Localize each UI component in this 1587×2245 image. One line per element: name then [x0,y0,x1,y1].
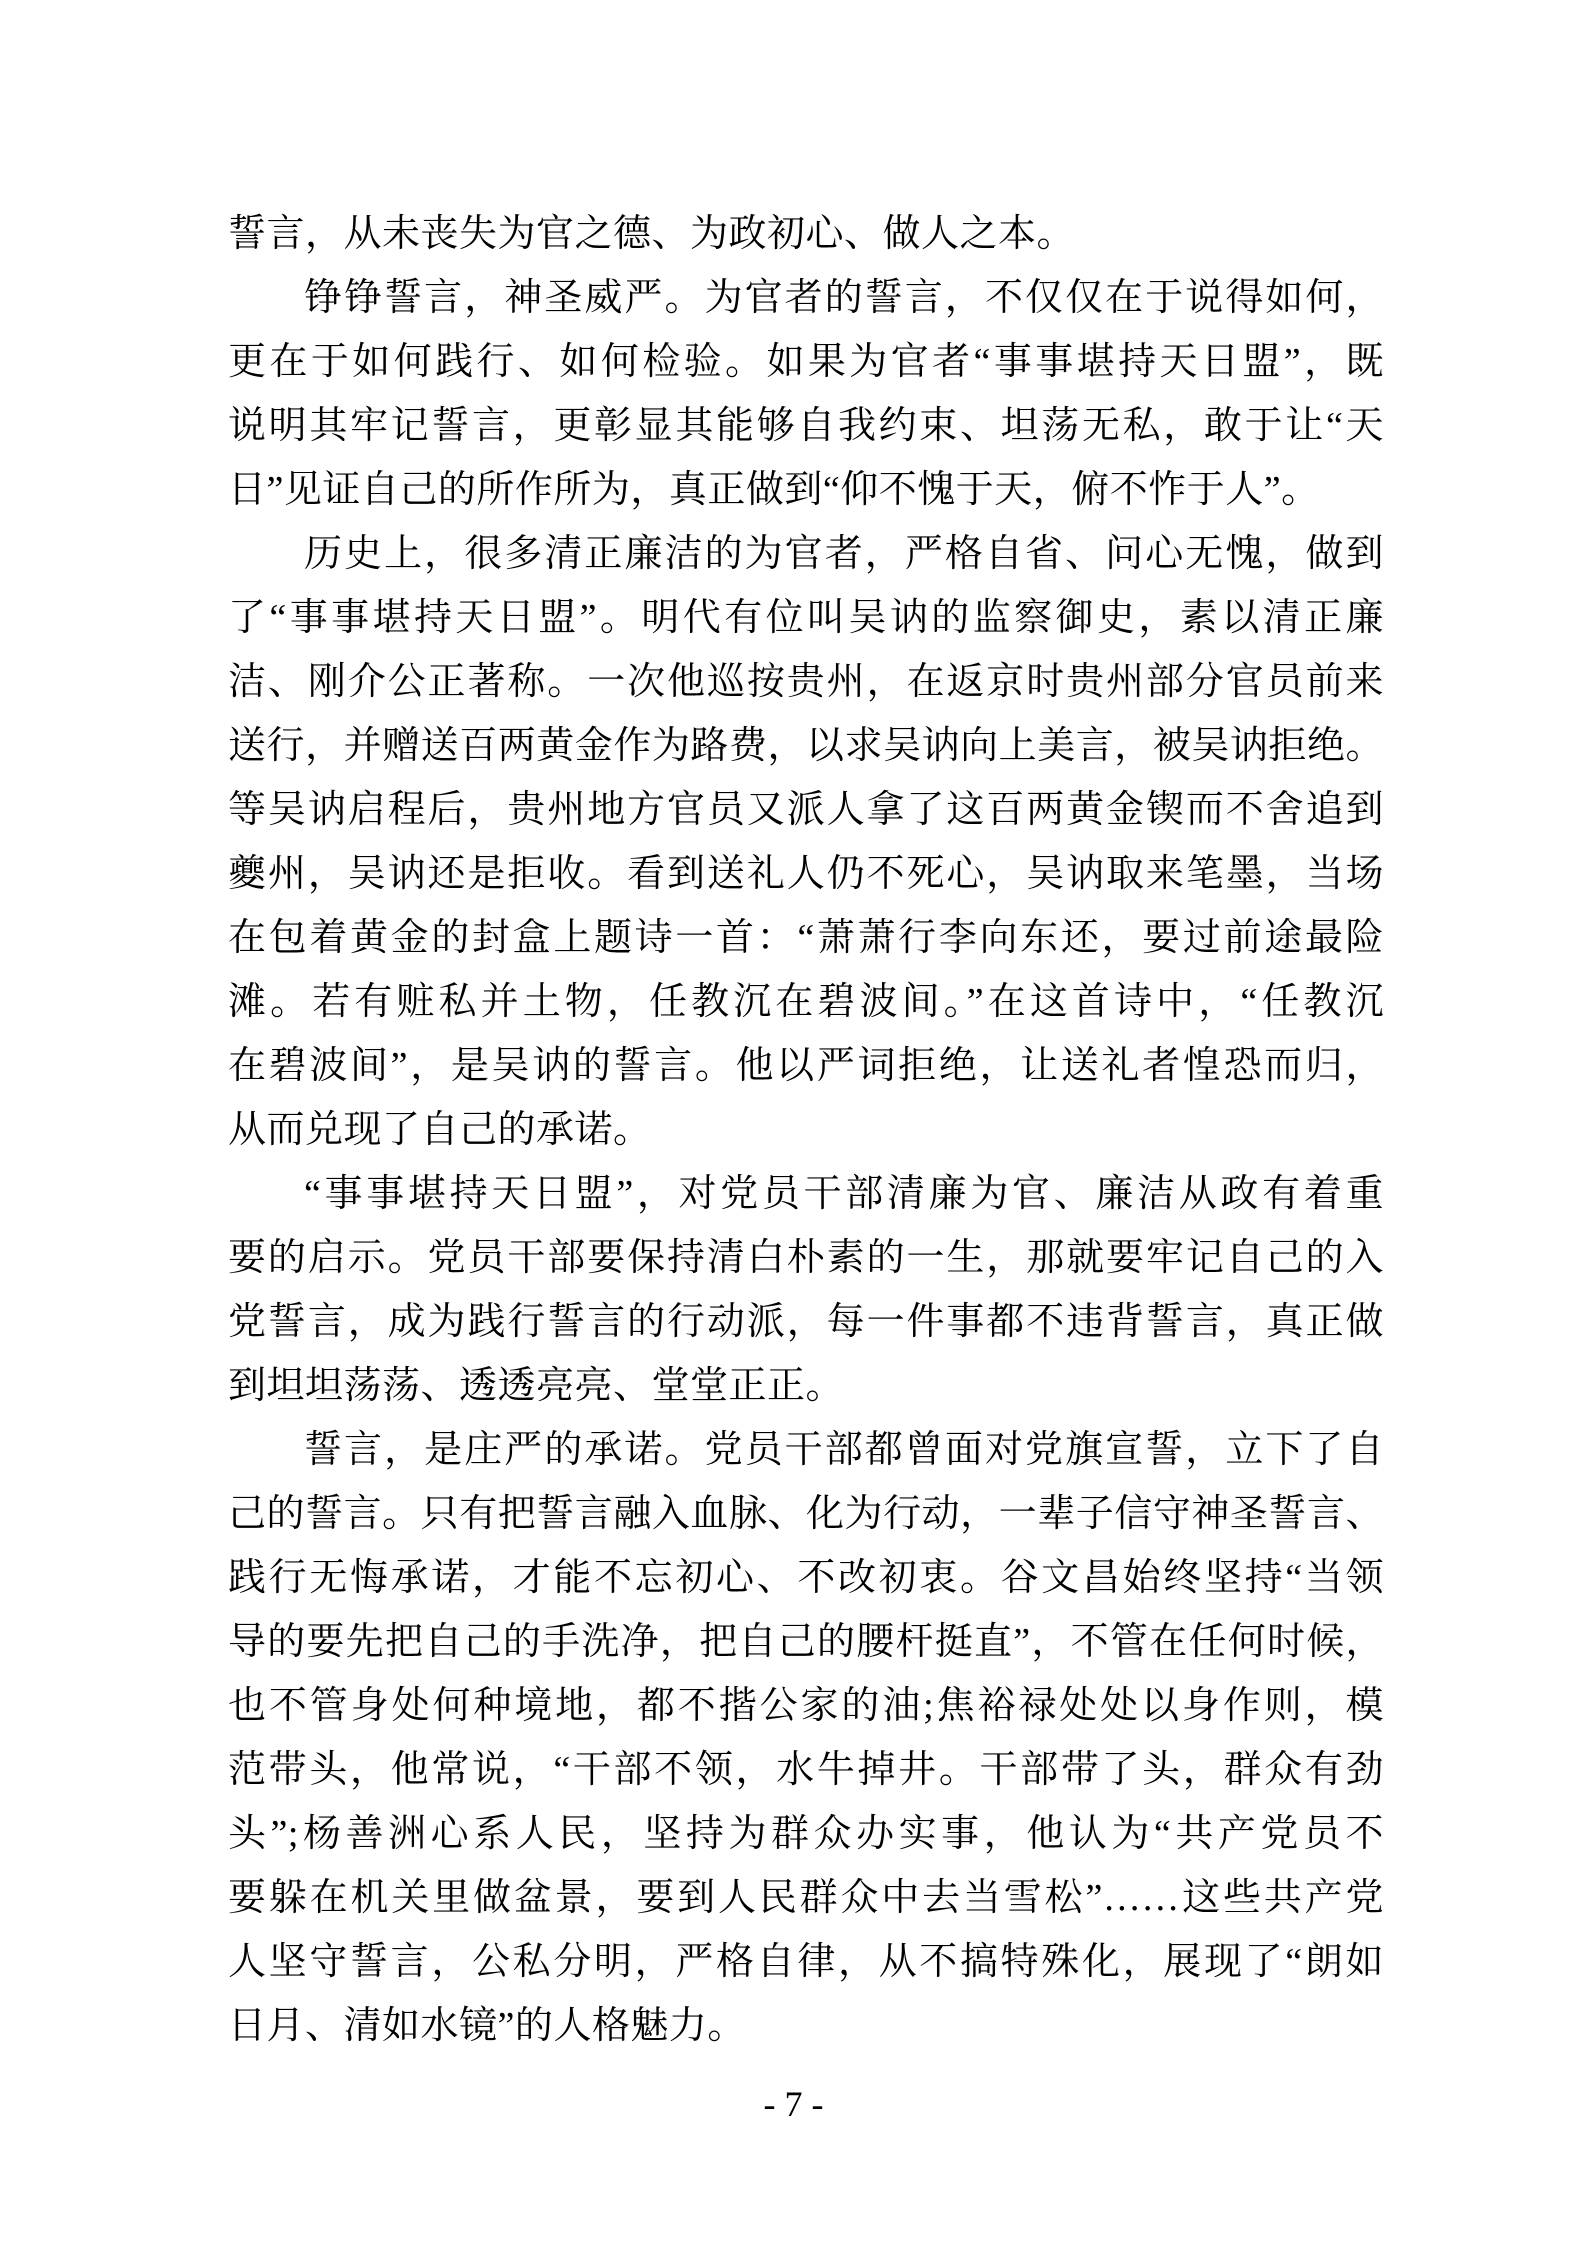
document-body [228,202,1384,2058]
text-line: 铮铮誓言，神圣威严。为官者的誓言，不仅仅在于说得如何， [304,277,1384,319]
text-line: 历史上，很多清正廉洁的为官者，严格自省、问心无愧，做到 [304,533,1384,575]
text-line: 等吴讷启程后，贵州地方官员又派人拿了这百两黄金锲而不舍追到 [228,789,1384,831]
text-line: “事事堪持天日盟”，对党员干部清廉为官、廉洁从政有着重 [304,1173,1384,1215]
paragraph [228,1418,1384,2058]
text-line: 誓言，从未丧失为官之德、为政初心、做人之本。 [228,213,1076,255]
paragraph [228,1162,1384,1418]
paragraph [228,202,1384,266]
text-line: 人坚守誓言，公私分明，严格自律，从不搞特殊化，展现了“朗如 [228,1941,1384,1983]
page-number: - 7 - [763,2084,824,2124]
text-line: 范带头，他常说，“干部不领，水牛掉井。干部带了头，群众有劲 [228,1749,1384,1791]
text-line: 送行，并赠送百两黄金作为路费，以求吴讷向上美言，被吴讷拒绝。 [228,725,1384,767]
text-line: 己的誓言。只有把誓言融入血脉、化为行动，一辈子信守神圣誓言、 [228,1493,1384,1535]
text-line: 到坦坦荡荡、透透亮亮、堂堂正正。 [228,1365,845,1407]
text-line: 了“事事堪持天日盟”。明代有位叫吴讷的监察御史，素以清正廉 [228,597,1384,639]
paragraph [228,266,1384,522]
text-line: 日月、清如水镜”的人格魅力。 [228,2005,746,2047]
text-line: 滩。若有赃私并土物，任教沉在碧波间。”在这首诗中，“任教沉 [228,981,1384,1023]
text-line: 在碧波间”，是吴讷的誓言。他以严词拒绝，让送礼者惶恐而归， [228,1045,1384,1087]
text-line: 践行无悔承诺，才能不忘初心、不改初衷。谷文昌始终坚持“当领 [228,1557,1384,1599]
text-line: 说明其牢记誓言，更彰显其能够自我约束、坦荡无私，敢于让“天 [228,405,1384,447]
text-line: 要的启示。党员干部要保持清白朴素的一生，那就要牢记自己的入 [228,1237,1384,1279]
text-line: 日”见证自己的所作所为，真正做到“仰不愧于天，俯不怍于人”。 [228,469,1320,511]
text-line: 从而兑现了自己的承诺。 [228,1109,652,1151]
text-line: 要躲在机关里做盆景，要到人民群众中去当雪松”……这些共产党 [228,1877,1384,1919]
text-line: 更在于如何践行、如何检验。如果为官者“事事堪持天日盟”，既 [228,341,1384,383]
text-line: 也不管身处何种境地，都不揩公家的油;焦裕禄处处以身作则，模 [228,1685,1384,1727]
text-line: 党誓言，成为践行誓言的行动派，每一件事都不违背誓言，真正做 [228,1301,1384,1343]
text-line: 洁、刚介公正著称。一次他巡按贵州，在返京时贵州部分官员前来 [228,661,1384,703]
text-line: 誓言，是庄严的承诺。党员干部都曾面对党旗宣誓，立下了自 [304,1429,1384,1471]
text-line: 头”;杨善洲心系人民，坚持为群众办实事，他认为“共产党员不 [228,1813,1384,1855]
text-line: 夔州，吴讷还是拒收。看到送礼人仍不死心，吴讷取来笔墨，当场 [228,853,1384,895]
paragraph [228,522,1384,1162]
text-line: 导的要先把自己的手洗净，把自己的腰杆挺直”，不管在任何时候， [228,1621,1384,1663]
text-line: 在包着黄金的封盒上题诗一首：“萧萧行李向东还，要过前途最险 [228,917,1384,959]
